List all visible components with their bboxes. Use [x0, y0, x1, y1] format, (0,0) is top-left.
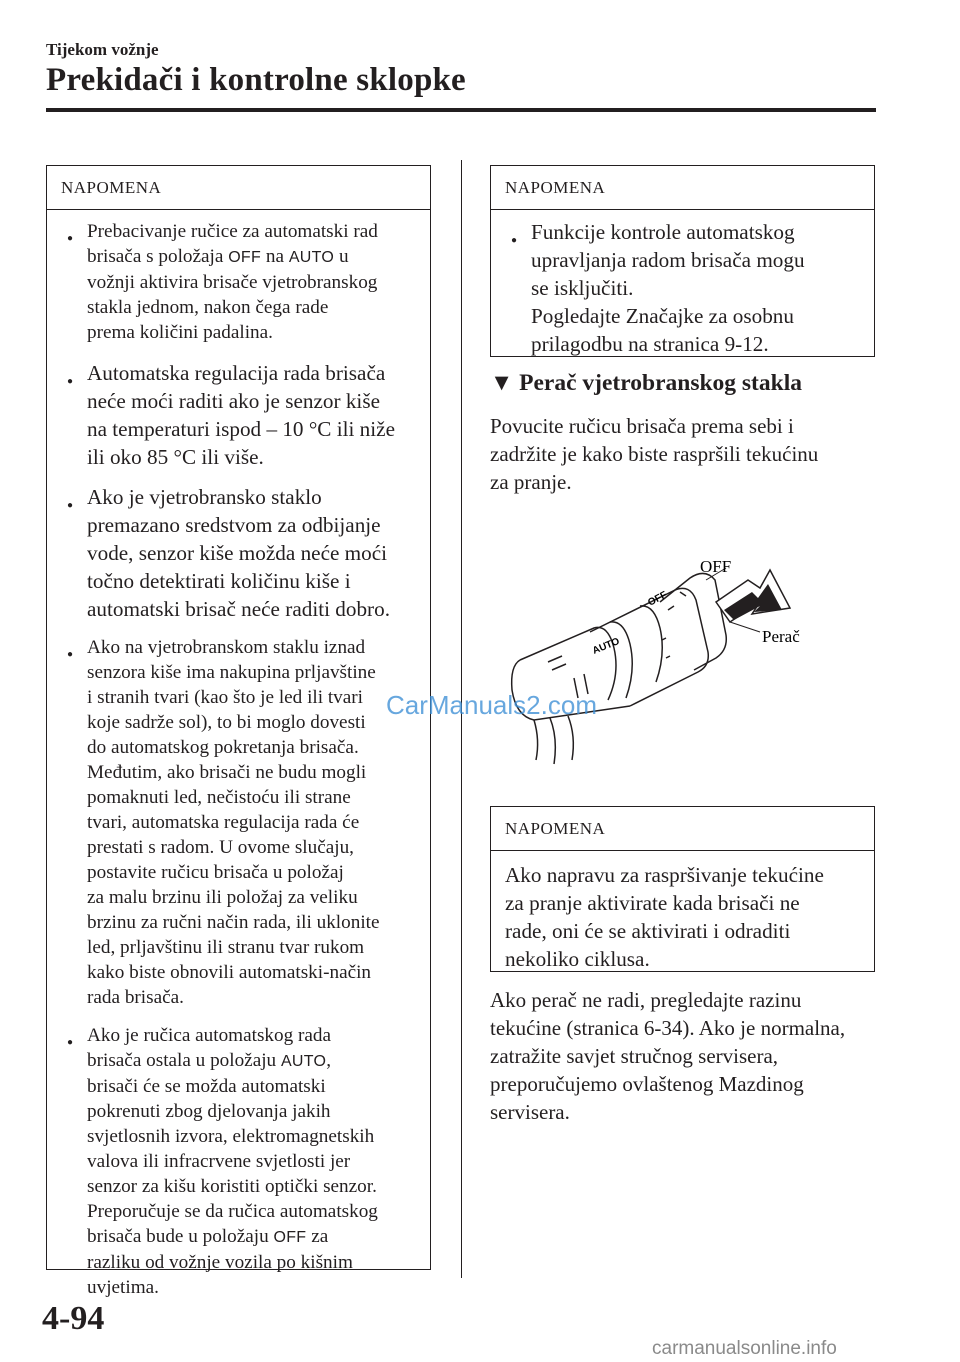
off-switch-label: OFF	[228, 249, 262, 266]
note-box-right-bottom	[490, 806, 875, 972]
auto-switch-label: AUTO	[288, 249, 335, 266]
wiper-lever-illustration	[490, 540, 870, 780]
note-body	[47, 219, 430, 1300]
washer-instructions: Povucite ručicu brisača prema sebi i zadržite je kako biste raspršili tekućinu za pranje.	[490, 414, 819, 494]
note-bullet: ● Automatska regulacija rada brisača neće moći raditi ako je senzor kiše na temperaturi ispod – 10 °C ili niže ili oko 85 °C ili više.	[61, 359, 420, 471]
lever-label-auto: AUTO	[591, 636, 622, 657]
note-bullet: ● Ako na vjetrobranskom staklu iznad senzora kiše ima nakupina prljavštine i stranih tvari (kao što je led ili tvari koje sadrže sol), to bi moglo dovesti do automatskog pokretanja brisača. Međutim, ako brisači ne budu mogli pomaknuti led, nečistoću ili strane tvari, automatska regulacija rada će prestati s radom. U ovome slučaju, postavite ručicu brisača u položaj za malu brzinu ili položaj za veliku brzinu za ručni način rada, ili uklonite led, prljavštinu ili stranu tvar rukom kako biste obnovili automatski-način rada brisača.	[61, 635, 420, 1010]
triangle-marker-icon: ▼	[490, 370, 514, 396]
auto-switch-label: AUTO	[280, 1053, 327, 1070]
note-box-left	[46, 165, 431, 1298]
section-label: Tijekom vožnje	[46, 40, 159, 59]
figure-label-washer: Perač	[762, 627, 800, 646]
page-title: Prekidači i kontrolne sklopke	[46, 62, 466, 98]
section-heading: ▼ Perač vjetrobranskog stakla	[490, 370, 802, 396]
lever-label-off: OFF	[646, 589, 670, 609]
note-heading: NAPOMENA	[491, 166, 874, 210]
note-heading: NAPOMENA	[491, 807, 874, 851]
closing-paragraph: Ako perač ne radi, pregledajte razinu tekućine (stranica 6-34). Ako je normalna, zatražite savjet stručnog servisera, preporučujemo ovlaštenog Mazdinog servisera.	[490, 988, 846, 1124]
footer-watermark: carmanualsonline.info	[652, 1338, 837, 1359]
title-rule	[46, 108, 876, 112]
page-number: 4-94	[42, 1300, 105, 1337]
note-heading: NAPOMENA	[47, 166, 430, 210]
note-bullet: ● Prebacivanje ručice za automatski rad brisača s položaja OFF na AUTO u vožnji aktivira brisače vjetrobranskog stakla jednom, nakon čega rade prema količini padalina.	[61, 219, 420, 345]
note-body	[491, 218, 874, 358]
off-switch-label: OFF	[273, 1229, 307, 1246]
figure-label-off: OFF	[700, 557, 732, 576]
note-body: Ako napravu za raspršivanje tekućine za pranje aktivirate kada brisači ne rade, oni će se aktivirati i odraditi nekoliko ciklusa.	[505, 863, 824, 971]
note-bullet: ● Ako je ručica automatskog rada brisača ostala u položaju AUTO, brisači će se možda automatski pokrenuti zbog djelovanja jakih svjetlosnih izvora, elektromagnetskih valova ili infracrvene svjetlosti jer senzor za kišu koristiti optički senzor. Preporučuje se da ručica automatskog brisača bude u položaju OFF za razliku od vožnje vozila po kišnim uvjetima.	[61, 1023, 420, 1300]
note-box-right-top	[490, 165, 875, 357]
note-bullet: ● Ako je vjetrobransko staklo premazano sredstvom za odbijanje vode, senzor kiše možda neće moći točno detektirati količinu kiše i automatski brisač neće raditi dobro.	[61, 483, 420, 623]
watermark: CarManuals2.com	[386, 690, 597, 720]
pull-arrow-icon	[716, 570, 790, 622]
note-bullet: ● Funkcije kontrole automatskog upravljanja radom brisača mogu se isključiti. Pogledajte Značajke za osobnu prilagodbu na stranica 9-12.	[505, 218, 864, 358]
